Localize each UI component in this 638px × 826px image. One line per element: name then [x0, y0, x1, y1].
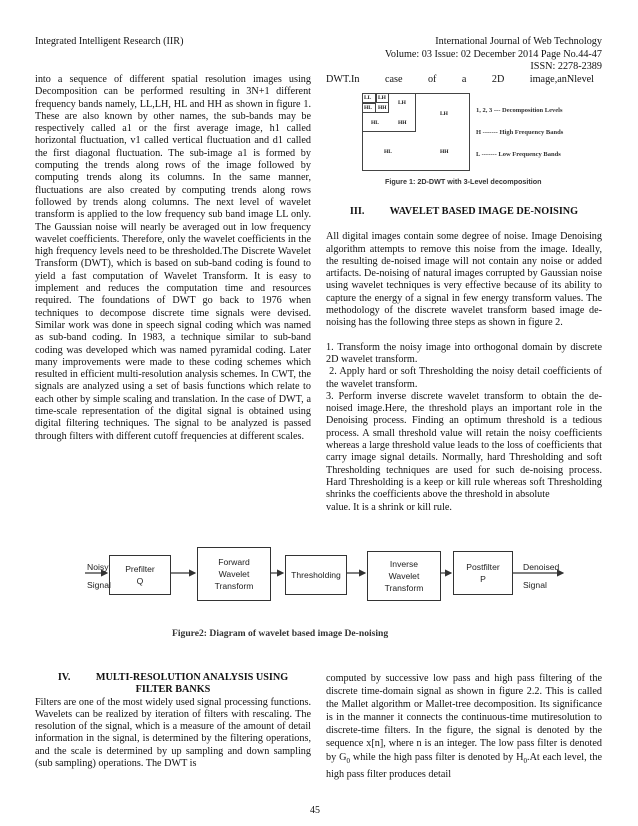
section-4-left: [35, 672, 311, 770]
legend-low: L ------- Low Frequency Bands: [476, 151, 561, 158]
inverse-wavelet-block: [367, 551, 441, 601]
prefilter-block: [109, 555, 171, 595]
step-2: 2. Apply hard or soft Thresholding the noisy detail coefficients of the wavelet transform.: [326, 366, 605, 390]
section-3-heading: III. WAVELET BASED IMAGE DE-NOISING: [349, 206, 579, 217]
journal-issn: ISSN: 2278-2389: [530, 61, 602, 72]
noisy-label: Noisy: [87, 562, 109, 572]
iwt-line3: Transform: [384, 583, 424, 593]
figure-2-caption: Figure2: Diagram of wavelet based image De-noising: [172, 628, 389, 639]
postfilter-block: [453, 551, 513, 595]
journal-title: International Journal of Web Technology: [435, 36, 602, 47]
section-4-left-paragraph: Filters are one of the most widely used signal processing functions. Wavelets can be realized by iteration of filters with rescaling. The resolution of the signal, which is a measure of the amount of detail information in the signal, is determined by the filtering operations, and the scale is determined by up sampling and down sampling (sub sampling) operations. The DWT is: [35, 696, 311, 770]
subscript: 0: [346, 756, 350, 765]
subscript: 0: [523, 756, 528, 765]
threshold-label: Thresholding: [291, 570, 341, 580]
cell-label: HH: [378, 105, 387, 111]
cell-label: LH: [398, 100, 406, 106]
step-1: 1. Transform the noisy image into orthogonal domain by discrete 2D wavelet transform.: [326, 341, 602, 365]
postfilter-label: Postfilter: [466, 562, 500, 572]
legend-levels: 1, 2, 3 --- Decomposition Levels: [476, 107, 563, 114]
cell-label: LH: [440, 111, 448, 117]
postfilter-p: P: [480, 574, 486, 584]
page-number: 45: [310, 805, 320, 816]
fwt-line2: Wavelet: [218, 569, 250, 579]
section-3: [326, 206, 605, 514]
body-paragraph: into a sequence of different spatial resolution images using Decomposition can be performed resulting in 3N+1 different frequency bands namely, LL,LH, HL and HH as shown in figure 1. These are also known by other names, the sub-bands may be respectively called a1 or the first average image, h1 called horizontal fluctuation, v1 called vertical fluctuation and d1 called the first diagonal fluctuation. The sub-image a1 is formed by computing the trends along rows of the image followed by computing trends along its columns. In the same manner, fluctuations are also created by computing trends along rows followed by trends along columns. The next level of wavelet transform is applied to the low frequency sub band image LL only. The Gaussian noise will nearly be averaged out in low frequency wavelet coefficients. Therefore, only the wavelet coefficients in the high frequency levels need to be thresholded.The Discrete Wavelet Transform (DWT), which is based on sub-band coding is found to yield a fast computation of Wavelet Transform. It is easy to implement and reduces the computation time and resources required. The foundations of DWT go back to 1976 when techniques to decompose discrete time signals were devised. Similar work was done in speech signal coding which was named as sub-band coding. In 1983, a technique similar to sub-band coding was developed which was named pyramidal coding. Later many improvements were made to these coding schemes which resulted in efficient multi-resolution analysis schemes. In CWT, the signals are analyzed using a set of basis functions which relate to each other by simple scaling and translation. In the case of DWT, a time-scale representation of the digital signal is obtained using digital filtering techniques. The signal to be analyzed is passed through filters with different cutoff frequencies at different scales.: [35, 74, 311, 442]
signal-output-label: Signal: [523, 580, 547, 590]
cell-label: HH: [398, 120, 407, 126]
step-3: 3. Perform inverse discrete wavelet transform to obtain the de-noised image.Here, the threshold plays an important role in the Denoising process. Finding an optimum threshold is a tedious process. A small threshold value will retain the noisy coefficients whereas a large threshold value leads to the loss of coefficients that carry image signal details. Normally, hard Thresholding and soft Thresholding techniques are used for such de-noising process. Hard Thresholding is a keep or kill rule whereas soft Thresholding shrinks the coefficients above the threshold in absolute: [326, 390, 602, 501]
forward-wavelet-block: [197, 547, 271, 601]
cell-label: HL: [384, 149, 392, 155]
fwt-line3: Transform: [214, 581, 254, 591]
thresholding-block: [285, 555, 347, 595]
legend-high: H ------- High Frequency Bands: [476, 129, 564, 136]
journal-left-header: Integrated Intelligent Research (IIR): [35, 36, 184, 47]
iwt-line1: Inverse: [389, 559, 419, 569]
cell-label: HL: [371, 120, 379, 126]
left-column-text: [35, 74, 311, 443]
section-3-paragraph: All digital images contain some degree of noise. Image Denoising algorithm attempts to remove this noise from the image. Ideally, the resulting de-noised image will not contain any noise or added artifacts. De-noising of natural images corrupted by Gaussian noise using wavelet techniques is very effective because of its ability to capture the energy of a signal in few energy transform values. The methodology of the discrete wavelet transform based image de-noising has the following three steps as shown in figure 2.: [326, 231, 602, 329]
prefilter-q: Q: [136, 576, 144, 586]
right-column-intro: DWT.In case of a 2D image,anNlevel: [326, 74, 595, 85]
cell-label: LL: [364, 95, 372, 101]
fwt-line1: Forward: [218, 557, 250, 567]
cell-label: HL: [364, 105, 372, 111]
denoised-label: Denoised: [523, 562, 560, 572]
section-4-heading-line1: IV. MULTI-RESOLUTION ANALYSIS USING: [57, 672, 289, 683]
section-4-heading-line2: FILTER BANKS: [135, 684, 211, 696]
figure-1-caption: Figure 1: 2D-DWT with 3-Level decomposition: [385, 177, 542, 186]
step-3-end: value. It is a shrink or kill rule.: [326, 501, 452, 513]
iwt-line2: Wavelet: [388, 571, 420, 581]
section-4-right-paragraph: computed by successive low pass and high pass filtering of the discrete time-domain signal as shown in figure 2.2. This is called the Mallet algorithm or Mallet-tree decomposition. Its significance is in the manner it connects the continuous-time mutiresolution to discrete-time filters. In the figure, the signal is denoted by the sequence x[n], where n is an integer. The low pass filter is denoted by $G_0$ while the high pass filter is denoted by $H_0.At$ each level, the high pass filter produces detail: [326, 673, 603, 780]
cell-label: HH: [440, 149, 449, 155]
journal-right-header: [385, 36, 602, 74]
cell-label: LH: [378, 95, 386, 101]
section-4-right: [326, 672, 602, 781]
signal-input-label: Signal: [87, 580, 111, 590]
figure-2-denoising-diagram: [85, 543, 565, 628]
journal-volume: Volume: 03 Issue: 02 December 2014 Page No.44-47: [384, 48, 602, 60]
prefilter-label: Prefilter: [125, 564, 155, 574]
